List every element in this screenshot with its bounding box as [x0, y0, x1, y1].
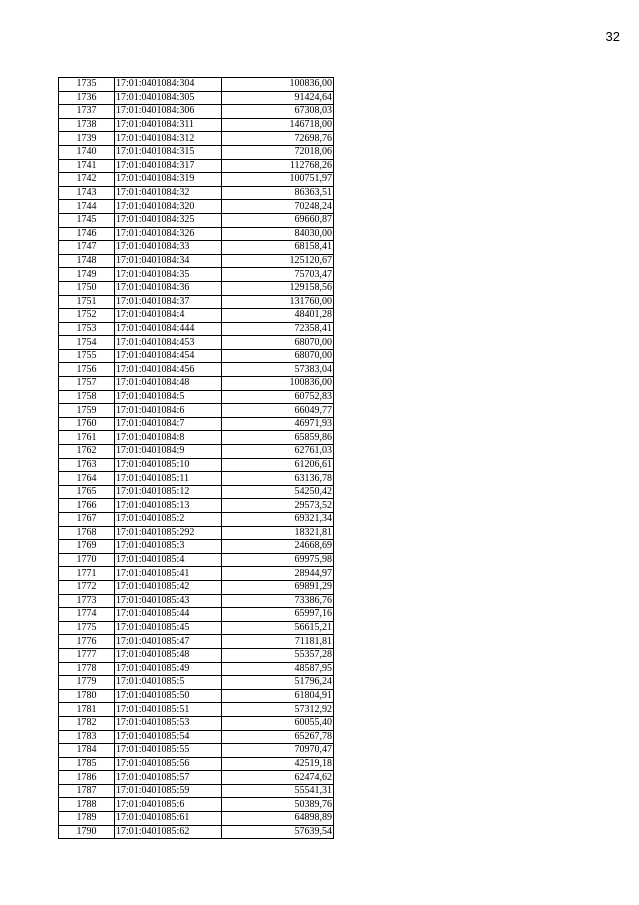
row-number-cell: 1771	[59, 567, 115, 581]
cadastral-number-cell: 17:01:0401085:10	[115, 458, 222, 472]
row-number-cell: 1788	[59, 798, 115, 812]
cadastral-number-cell: 17:01:0401084:325	[115, 213, 222, 227]
cadastral-number-cell: 17:01:0401085:51	[115, 703, 222, 717]
cadastral-number-cell: 17:01:0401085:5	[115, 676, 222, 690]
row-number-cell: 1782	[59, 716, 115, 730]
cadastral-number-cell: 17:01:0401084:312	[115, 132, 222, 146]
table-row	[59, 798, 334, 812]
table-row	[59, 390, 334, 404]
cadastral-number-cell: 17:01:0401085:55	[115, 744, 222, 758]
row-number-cell: 1784	[59, 744, 115, 758]
cadastral-number-cell: 17:01:0401084:311	[115, 118, 222, 132]
cadastral-number-cell: 17:01:0401084:444	[115, 322, 222, 336]
cadastral-value-cell: 51796,24	[222, 676, 334, 690]
table-row	[59, 676, 334, 690]
row-number-cell: 1779	[59, 676, 115, 690]
cadastral-number-cell: 17:01:0401084:320	[115, 200, 222, 214]
row-number-cell: 1762	[59, 445, 115, 459]
cadastral-value-cell: 70970,47	[222, 744, 334, 758]
row-number-cell: 1764	[59, 472, 115, 486]
table-row	[59, 145, 334, 159]
cadastral-value-cell: 28944,97	[222, 567, 334, 581]
table-row	[59, 118, 334, 132]
table-row	[59, 91, 334, 105]
cadastral-value-cell: 73386,76	[222, 594, 334, 608]
cadastral-number-cell: 17:01:0401084:5	[115, 390, 222, 404]
cadastral-value-cell: 56615,21	[222, 621, 334, 635]
cadastral-value-cell: 131760,00	[222, 295, 334, 309]
row-number-cell: 1753	[59, 322, 115, 336]
table-row	[59, 526, 334, 540]
cadastral-number-cell: 17:01:0401084:37	[115, 295, 222, 309]
table-row	[59, 213, 334, 227]
row-number-cell: 1742	[59, 173, 115, 187]
cadastral-number-cell: 17:01:0401085:44	[115, 608, 222, 622]
cadastral-number-cell: 17:01:0401084:319	[115, 173, 222, 187]
cadastral-number-cell: 17:01:0401084:7	[115, 417, 222, 431]
cadastral-value-cell: 69891,29	[222, 580, 334, 594]
table-row	[59, 336, 334, 350]
row-number-cell: 1745	[59, 213, 115, 227]
cadastral-value-cell: 61206,61	[222, 458, 334, 472]
cadastral-number-cell: 17:01:0401085:56	[115, 757, 222, 771]
cadastral-number-cell: 17:01:0401084:454	[115, 349, 222, 363]
cadastral-value-cell: 70248,24	[222, 200, 334, 214]
cadastral-value-cell: 48401,28	[222, 309, 334, 323]
table-row	[59, 322, 334, 336]
row-number-cell: 1763	[59, 458, 115, 472]
row-number-cell: 1772	[59, 580, 115, 594]
table-row	[59, 485, 334, 499]
cadastral-value-table	[58, 77, 334, 839]
cadastral-number-cell: 17:01:0401084:4	[115, 309, 222, 323]
row-number-cell: 1781	[59, 703, 115, 717]
cadastral-value-cell: 129158,56	[222, 281, 334, 295]
cadastral-number-cell: 17:01:0401084:456	[115, 363, 222, 377]
cadastral-value-cell: 66049,77	[222, 404, 334, 418]
cadastral-value-cell: 29573,52	[222, 499, 334, 513]
cadastral-number-cell: 17:01:0401085:49	[115, 662, 222, 676]
cadastral-value-cell: 75703,47	[222, 268, 334, 282]
row-number-cell: 1785	[59, 757, 115, 771]
table-row	[59, 540, 334, 554]
cadastral-value-cell: 18321,81	[222, 526, 334, 540]
cadastral-number-cell: 17:01:0401084:304	[115, 78, 222, 92]
row-number-cell: 1770	[59, 553, 115, 567]
row-number-cell: 1759	[59, 404, 115, 418]
row-number-cell: 1774	[59, 608, 115, 622]
table-row	[59, 757, 334, 771]
table-row	[59, 132, 334, 146]
cadastral-value-cell: 69321,34	[222, 513, 334, 527]
table-row	[59, 703, 334, 717]
cadastral-number-cell: 17:01:0401085:41	[115, 567, 222, 581]
table-row	[59, 648, 334, 662]
cadastral-number-cell: 17:01:0401084:8	[115, 431, 222, 445]
row-number-cell: 1760	[59, 417, 115, 431]
cadastral-number-cell: 17:01:0401085:54	[115, 730, 222, 744]
cadastral-number-cell: 17:01:0401084:33	[115, 241, 222, 255]
row-number-cell: 1749	[59, 268, 115, 282]
cadastral-value-cell: 57383,04	[222, 363, 334, 377]
row-number-cell: 1746	[59, 227, 115, 241]
row-number-cell: 1756	[59, 363, 115, 377]
table-row	[59, 309, 334, 323]
cadastral-number-cell: 17:01:0401085:43	[115, 594, 222, 608]
table-row	[59, 513, 334, 527]
cadastral-number-cell: 17:01:0401084:35	[115, 268, 222, 282]
cadastral-value-cell: 100836,00	[222, 377, 334, 391]
table-row	[59, 241, 334, 255]
table-row	[59, 173, 334, 187]
cadastral-value-cell: 65859,86	[222, 431, 334, 445]
cadastral-number-cell: 17:01:0401084:48	[115, 377, 222, 391]
cadastral-value-cell: 24668,69	[222, 540, 334, 554]
cadastral-value-cell: 71181,81	[222, 635, 334, 649]
table-row	[59, 227, 334, 241]
cadastral-number-cell: 17:01:0401084:306	[115, 105, 222, 119]
cadastral-value-cell: 146718,00	[222, 118, 334, 132]
table-row	[59, 784, 334, 798]
cadastral-value-cell: 46971,93	[222, 417, 334, 431]
table-row	[59, 744, 334, 758]
row-number-cell: 1787	[59, 784, 115, 798]
cadastral-value-cell: 54250,42	[222, 485, 334, 499]
cadastral-value-cell: 67308,03	[222, 105, 334, 119]
table-row	[59, 716, 334, 730]
cadastral-number-cell: 17:01:0401084:326	[115, 227, 222, 241]
table-row	[59, 608, 334, 622]
cadastral-number-cell: 17:01:0401084:6	[115, 404, 222, 418]
row-number-cell: 1765	[59, 485, 115, 499]
table-row	[59, 200, 334, 214]
cadastral-value-cell: 68070,00	[222, 349, 334, 363]
table-row	[59, 417, 334, 431]
cadastral-value-cell: 100751,97	[222, 173, 334, 187]
row-number-cell: 1735	[59, 78, 115, 92]
table-row	[59, 78, 334, 92]
row-number-cell: 1777	[59, 648, 115, 662]
cadastral-value-cell: 69660,87	[222, 213, 334, 227]
cadastral-value-cell: 57312,92	[222, 703, 334, 717]
row-number-cell: 1747	[59, 241, 115, 255]
cadastral-number-cell: 17:01:0401084:315	[115, 145, 222, 159]
table-row	[59, 105, 334, 119]
table-body	[59, 78, 334, 839]
cadastral-value-cell: 55357,28	[222, 648, 334, 662]
table-row	[59, 594, 334, 608]
row-number-cell: 1780	[59, 689, 115, 703]
table-row	[59, 825, 334, 839]
cadastral-number-cell: 17:01:0401084:453	[115, 336, 222, 350]
row-number-cell: 1757	[59, 377, 115, 391]
row-number-cell: 1744	[59, 200, 115, 214]
table-row	[59, 363, 334, 377]
table-row	[59, 445, 334, 459]
row-number-cell: 1755	[59, 349, 115, 363]
cadastral-number-cell: 17:01:0401085:59	[115, 784, 222, 798]
table-row	[59, 431, 334, 445]
table-row	[59, 281, 334, 295]
row-number-cell: 1783	[59, 730, 115, 744]
table-row	[59, 186, 334, 200]
table-row	[59, 635, 334, 649]
cadastral-number-cell: 17:01:0401085:61	[115, 812, 222, 826]
cadastral-value-cell: 62761,03	[222, 445, 334, 459]
cadastral-value-cell: 65267,78	[222, 730, 334, 744]
row-number-cell: 1790	[59, 825, 115, 839]
cadastral-value-cell: 68158,41	[222, 241, 334, 255]
cadastral-value-cell: 60055,40	[222, 716, 334, 730]
table-row	[59, 621, 334, 635]
row-number-cell: 1743	[59, 186, 115, 200]
cadastral-value-cell: 65997,16	[222, 608, 334, 622]
row-number-cell: 1758	[59, 390, 115, 404]
row-number-cell: 1775	[59, 621, 115, 635]
cadastral-number-cell: 17:01:0401084:305	[115, 91, 222, 105]
row-number-cell: 1751	[59, 295, 115, 309]
table-row	[59, 268, 334, 282]
cadastral-value-cell: 86363,51	[222, 186, 334, 200]
cadastral-number-cell: 17:01:0401085:6	[115, 798, 222, 812]
cadastral-value-cell: 112768,26	[222, 159, 334, 173]
table-row	[59, 812, 334, 826]
cadastral-value-cell: 72698,76	[222, 132, 334, 146]
cadastral-value-cell: 64898,89	[222, 812, 334, 826]
row-number-cell: 1736	[59, 91, 115, 105]
row-number-cell: 1738	[59, 118, 115, 132]
cadastral-value-cell: 60752,83	[222, 390, 334, 404]
row-number-cell: 1778	[59, 662, 115, 676]
table-row	[59, 349, 334, 363]
cadastral-value-cell: 84030,00	[222, 227, 334, 241]
row-number-cell: 1773	[59, 594, 115, 608]
cadastral-number-cell: 17:01:0401085:50	[115, 689, 222, 703]
cadastral-number-cell: 17:01:0401085:53	[115, 716, 222, 730]
cadastral-number-cell: 17:01:0401084:32	[115, 186, 222, 200]
table-row	[59, 458, 334, 472]
cadastral-value-cell: 68070,00	[222, 336, 334, 350]
cadastral-number-cell: 17:01:0401084:36	[115, 281, 222, 295]
row-number-cell: 1737	[59, 105, 115, 119]
cadastral-number-cell: 17:01:0401084:317	[115, 159, 222, 173]
table-row	[59, 567, 334, 581]
cadastral-value-cell: 61804,91	[222, 689, 334, 703]
row-number-cell: 1789	[59, 812, 115, 826]
cadastral-value-cell: 125120,67	[222, 254, 334, 268]
cadastral-value-cell: 55541,31	[222, 784, 334, 798]
row-number-cell: 1754	[59, 336, 115, 350]
cadastral-value-cell: 72018,06	[222, 145, 334, 159]
row-number-cell: 1786	[59, 771, 115, 785]
cadastral-number-cell: 17:01:0401085:292	[115, 526, 222, 540]
row-number-cell: 1761	[59, 431, 115, 445]
cadastral-number-cell: 17:01:0401085:3	[115, 540, 222, 554]
cadastral-number-cell: 17:01:0401085:57	[115, 771, 222, 785]
row-number-cell: 1766	[59, 499, 115, 513]
row-number-cell: 1748	[59, 254, 115, 268]
table-row	[59, 404, 334, 418]
cadastral-number-cell: 17:01:0401084:9	[115, 445, 222, 459]
cadastral-number-cell: 17:01:0401085:13	[115, 499, 222, 513]
table-row	[59, 730, 334, 744]
row-number-cell: 1750	[59, 281, 115, 295]
row-number-cell: 1769	[59, 540, 115, 554]
cadastral-number-cell: 17:01:0401085:47	[115, 635, 222, 649]
cadastral-number-cell: 17:01:0401085:12	[115, 485, 222, 499]
row-number-cell: 1776	[59, 635, 115, 649]
cadastral-value-cell: 57639,54	[222, 825, 334, 839]
cadastral-value-cell: 72358,41	[222, 322, 334, 336]
table-row	[59, 580, 334, 594]
row-number-cell: 1739	[59, 132, 115, 146]
cadastral-value-cell: 62474,62	[222, 771, 334, 785]
row-number-cell: 1740	[59, 145, 115, 159]
cadastral-value-cell: 50389,76	[222, 798, 334, 812]
table-row	[59, 377, 334, 391]
cadastral-number-cell: 17:01:0401085:2	[115, 513, 222, 527]
cadastral-number-cell: 17:01:0401085:48	[115, 648, 222, 662]
cadastral-value-cell: 91424,64	[222, 91, 334, 105]
table-row	[59, 254, 334, 268]
row-number-cell: 1741	[59, 159, 115, 173]
cadastral-value-cell: 42519,18	[222, 757, 334, 771]
cadastral-value-cell: 48587,95	[222, 662, 334, 676]
page-number: 32	[605, 29, 620, 44]
table-row	[59, 159, 334, 173]
table-row	[59, 553, 334, 567]
cadastral-number-cell: 17:01:0401084:34	[115, 254, 222, 268]
row-number-cell: 1768	[59, 526, 115, 540]
cadastral-number-cell: 17:01:0401085:62	[115, 825, 222, 839]
cadastral-number-cell: 17:01:0401085:11	[115, 472, 222, 486]
cadastral-value-cell: 100836,00	[222, 78, 334, 92]
table-row	[59, 689, 334, 703]
table-row	[59, 295, 334, 309]
table-row	[59, 771, 334, 785]
cadastral-number-cell: 17:01:0401085:42	[115, 580, 222, 594]
table-row	[59, 499, 334, 513]
cadastral-value-cell: 69975,98	[222, 553, 334, 567]
table-row	[59, 662, 334, 676]
cadastral-number-cell: 17:01:0401085:45	[115, 621, 222, 635]
row-number-cell: 1767	[59, 513, 115, 527]
table-row	[59, 472, 334, 486]
cadastral-value-cell: 63136,78	[222, 472, 334, 486]
cadastral-number-cell: 17:01:0401085:4	[115, 553, 222, 567]
row-number-cell: 1752	[59, 309, 115, 323]
